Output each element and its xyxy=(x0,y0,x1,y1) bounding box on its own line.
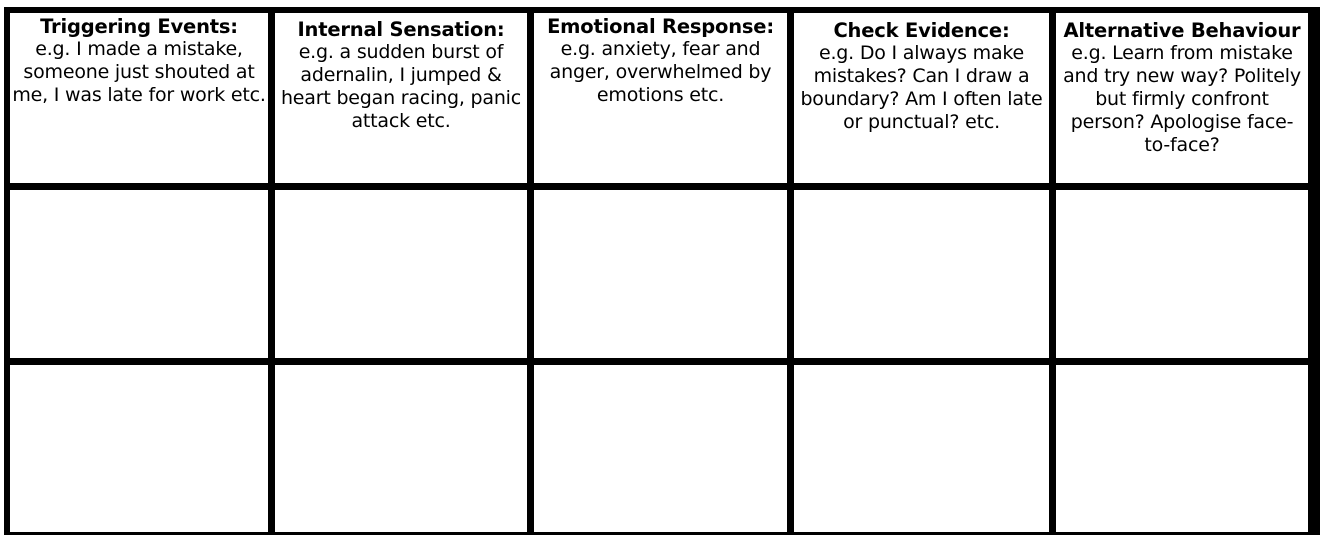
entry-cell-emotional-response-1[interactable] xyxy=(534,190,787,358)
header-example: e.g. Do I always make mistakes? Can I draw a boundary? Am I often late or punctual? etc. xyxy=(800,42,1043,133)
entry-cell-alternative-behaviour-1[interactable] xyxy=(1056,190,1308,358)
entry-cell-internal-sensation-1[interactable] xyxy=(275,190,527,358)
header-example: e.g. I made a mistake, someone just shouted at me, I was late for work etc. xyxy=(12,38,266,106)
header-title: Check Evidence: xyxy=(833,19,1010,42)
entry-cell-alternative-behaviour-2[interactable] xyxy=(1056,365,1308,532)
entry-cell-triggering-events-1[interactable] xyxy=(10,190,268,358)
header-emotional-response xyxy=(534,13,787,183)
header-title: Emotional Response: xyxy=(547,15,774,38)
emotion-worksheet-table xyxy=(4,7,1320,535)
header-title: Internal Sensation: xyxy=(297,18,505,41)
header-triggering-events xyxy=(10,13,268,183)
entry-cell-emotional-response-2[interactable] xyxy=(534,365,787,532)
header-title: Alternative Behaviour xyxy=(1063,19,1301,42)
entry-cell-internal-sensation-2[interactable] xyxy=(275,365,527,532)
entry-cell-check-evidence-2[interactable] xyxy=(794,365,1049,532)
header-internal-sensation xyxy=(275,13,527,183)
entry-cell-triggering-events-2[interactable] xyxy=(10,365,268,532)
header-title: Triggering Events: xyxy=(40,15,238,38)
header-example: e.g. anxiety, fear and anger, overwhelmed by emotions etc. xyxy=(549,38,772,106)
entry-cell-check-evidence-1[interactable] xyxy=(794,190,1049,358)
header-alternative-behaviour xyxy=(1056,13,1308,183)
header-example: e.g. a sudden burst of adernalin, I jumped & heart began racing, panic attack etc. xyxy=(280,41,522,132)
header-example: e.g. Learn from mistake and try new way? Politely but firmly confront person? Apologise face-to-face? xyxy=(1063,42,1301,156)
header-check-evidence xyxy=(794,13,1049,183)
